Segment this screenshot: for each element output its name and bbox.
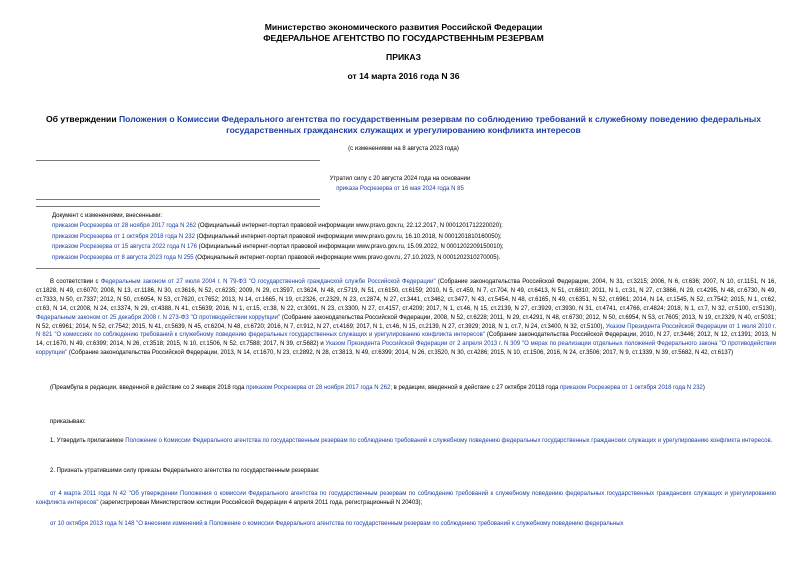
list-item: приказом Росрезерва от 15 августа 2022 года N 176 (Официальный интернет-портал правовой информации www.pravo.gov.ru, 15.09.2022, N 0001202209150010); [52, 244, 504, 251]
changes-note: (с изменениями на 8 августа 2023 года) [348, 146, 459, 152]
separator-line [36, 268, 320, 269]
decree-821-link[interactable]: Указом Президента Российской Федерации от 1 июля 2010 г. N 821 "О комиссиях по соблюдению требований к служебному поведению федеральных государственных служащих и урегулированию конфликта интересов" [36, 323, 776, 339]
title-prefix: Об утверждении [45, 114, 119, 124]
list-item: приказом Росрезерва от 8 августа 2023 года N 255 (Официальный интернет-портал правовой информации www.pravo.gov.ru, 27.10.2023, N 0001202310270005). [52, 254, 501, 261]
preamble-note-link-2[interactable]: приказом Росрезерва от 1 октября 2018 года N 232 [559, 385, 703, 391]
order-word: приказываю: [50, 419, 86, 425]
lost-force-link[interactable]: приказа Росрезерва от 16 мая 2024 года N 85 [336, 186, 464, 192]
lost-force-text: Утратил силу с 20 августа 2024 года на основании [329, 176, 471, 182]
preamble-note-link-1[interactable]: приказом Росрезерва от 28 ноября 2017 года N 262 [246, 385, 391, 391]
document-header [0, 22, 807, 82]
separator-line [36, 160, 320, 161]
repealed-order-2 [36, 520, 776, 529]
federal-law-79-link[interactable]: Федеральным законом от 27 июля 2004 г. N 79-ФЗ "О государственной гражданской службе Российской Федерации" [100, 279, 436, 285]
regulation-link[interactable]: Положение о Комиссии Федерального агентства по государственным резервам по соблюдению требований к служебному поведению федеральных государственных гражданских служащих и урегулированию конфликта интересов [125, 438, 771, 444]
lost-force-notice [300, 174, 500, 194]
document-type: ПРИКАЗ [386, 52, 421, 62]
list-item: приказом Росрезерва от 1 октября 2018 года N 232 (Официальный интернет-портал правовой информации www.pravo.gov.ru, 16.10.2018, N 0001201810160050); [52, 233, 502, 240]
decree-309-link[interactable]: Указом Президента Российской Федерации от 2 апреля 2013 г. N 309 "О мерах по реализации отдельных положений Федерального закона "О противодействии коррупции" [36, 341, 776, 357]
separator-line [36, 206, 320, 207]
preamble-note: (Преамбула в редакции, введенной в действие со 2 января 2018 года приказом Росрезерва от 28 ноября 2017 года N 262; в редакции, введенной в действие с 27 октября 20118 года приказом Росрезерва от 1 октября 2018 года N 232) [50, 385, 705, 391]
amendment-link[interactable]: приказом Росрезерва от 8 августа 2023 года N 255 [52, 254, 194, 261]
amendment-link[interactable]: приказом Росрезерва от 1 октября 2018 года N 232 [52, 233, 195, 240]
ministry-name: Министерство экономического развития Российской Федерации [264, 22, 543, 32]
separator-line [36, 199, 320, 200]
document-title [20, 114, 787, 136]
federal-law-273-link[interactable]: Федеральным законом от 25 декабря 2008 г. N 273-ФЗ "О противодействии коррупции" [36, 314, 281, 321]
document-date-number: от 14 марта 2016 года N 36 [347, 71, 460, 81]
amendment-link[interactable]: приказом Росрезерва от 15 августа 2022 года N 176 [52, 244, 197, 251]
preamble-paragraph: В соответствии с Федеральным законом от 27 июля 2004 г. N 79-ФЗ "О государственной гражданской службе Российской Федерации" (Собрание законодательства Российской Федерации, 2004, N 31, ст.3215; 2006, N 6, ст.636; 2007, N 10, ст.1151, N 16, ст.1828, N 49, ст.6070; 2008, N 13, ст.1186, N 30, ст.3616, N 52, ст.6235; 2009, N 29, ст.3597, ст.3624, N 48, ст.5719, N 51, ст.6150, ст.6159; 2010, N 5, ст.459, N 7, ст.704, N 49, ст.6413, N 51, ст.6810; 2011, N 1, ст.31, N 27, ст.3866, N 29, ст.4295, N 48, ст.6730, N 49, ст.7333, N 50, ст.7337; 2012, N 50, ст.6954, N 53, ст.7620, ст.7652; 2013, N 14, ст.1665, N 19, ст.2326, ст.2329, N 23, ст.2874, N 27, ст.3441, ст.3462, ст.3477, N 43, ст.5454, N 48, ст.6165, N 49, ст.6351, N 52, ст.6961; 2014, N 14, ст.1545, N 52, ст.7542; 2015, N 1, ст.62, ст.63, N 14, ст.2008, N 24, ст.3374, N 29, ст.4388, N 41, ст.5639; 2016, N 1, ст.15, ст.38, N 22, ст.3091, N 23, ст.3300, N 27, ст.4157, ст.4209; 2017, N 1, ст.46, N 15, ст.2139, N 27, ст.3929, ст.3930, N 31, ст.4741, ст.4766, ст.4824; 2018, N 1, ст.7, N 32, ст.5100, ст.5130), Федеральным законом от 25 декабря 2008 г. N 273-ФЗ "О противодействии коррупции" (Собрание законодательства Российской Федерации, 2008, N 52, ст.6228; 2011, N 29, ст.4291, N 48, ст.6730; 2012, N 50, ст.6954, N 53, ст.7605; 2013, N 19, ст.2329, N 40, ст.5031; N 52, ст.6961; 2014, N 52, ст.7542; 2015, N 41, ст.5639, N 45, ст.6204, N 48, ст.6720; 2016, N 7, ст.912, N 27, ст.4169; 2017, N 1, ст.46, N 15, ст.2139, N 27, ст.3929; 2018, N 1, ст.7, N 24, ст.3400, N 32, ст.5100), Указом Президента Российской Федерации от 1 июля 2010 г. N 821 "О комиссиях по соблюдению требований к служебному поведению федеральных государственных служащих и урегулированию конфликта интересов" (Собрание законодательства Российской Федерации, 2010, N 27, ст.3446; 2012, N 12, ст.1391; 2013, N 14, ст.1670, N 49, ст.6399; 2014, N 26, ст.3518; 2015, N 10, ст.1506, N 52, ст.7588; 2017, N 39, ст.5682) и Указом Президента Российской Федерации от 2 апреля 2013 г. N 309 "О мерах по реализации отдельных положений Федерального закона "О противодействии коррупции" (Собрание законодательства Российской Федерации, 2013, N 14, ст.1670, N 23, ст.2892, N 28, ст.3813, N 49, ст.6399; 2014, N 26, ст.3520, N 30, ст.4286; 2015, N 10, ст.1506, 2016, N 24, ст.3506; 2017, N 9, ст.1339, N 39, ст.5682, N 42, ст.6137) [36, 279, 777, 357]
title-link[interactable]: Положения о Комиссии Федерального агентства по государственным резервам по соблюдению требований к служебному поведению федеральных государственных гражданских служащих и урегулированию конфликта интересов [118, 114, 762, 135]
item-2: 2. Признать утратившими силу приказы Федерального агентства по государственным резервам: [50, 468, 320, 474]
agency-name: ФЕДЕРАЛЬНОЕ АГЕНТСТВО ПО ГОСУДАРСТВЕННЫМ РЕЗЕРВАМ [263, 33, 544, 43]
repealed-order-1: от 4 марта 2011 года N 42 "Об утверждении Положения о комиссии Федерального агентства по государственным резервам по соблюдению требований к служебному поведению федеральных государственных гражданских служащих и урегулированию конфликта интересов" (зарегистрирован Министерством юстиции Российской Федерации 4 апреля 2011 года, регистрационный N 20403); [36, 491, 776, 506]
item-1: 1. Утвердить прилагаемое Положение о Комиссии Федерального агентства по государственным резервам по соблюдению требований к служебному поведению федеральных государственных гражданских служащих и урегулированию конфликта интересов. [50, 438, 773, 444]
list-item: приказом Росрезерва от 28 ноября 2017 года N 262 (Официальный интернет-портал правовой информации www.pravo.gov.ru, 22.12.2017, N 0001201712220020); [52, 223, 503, 230]
repealed-order-1-link[interactable]: от 4 марта 2011 года N 42 "Об утверждении Положения о комиссии Федерального агентства по государственным резервам по соблюдению требований к служебному поведению федеральных государственных гражданских служащих и урегулированию конфликта интересов" [36, 491, 776, 506]
repealed-order-2-link[interactable]: от 10 октября 2013 года N 148 "О внесении изменений в Положение о комиссии Федерального агентства по государственным резервам по соблюдению требований к служебному поведению федеральных [50, 521, 624, 527]
amendments-title: Документ с изменениями, внесенными: [52, 213, 163, 219]
amendment-link[interactable]: приказом Росрезерва от 28 ноября 2017 года N 262 [52, 223, 197, 230]
amendments-list [52, 211, 792, 263]
